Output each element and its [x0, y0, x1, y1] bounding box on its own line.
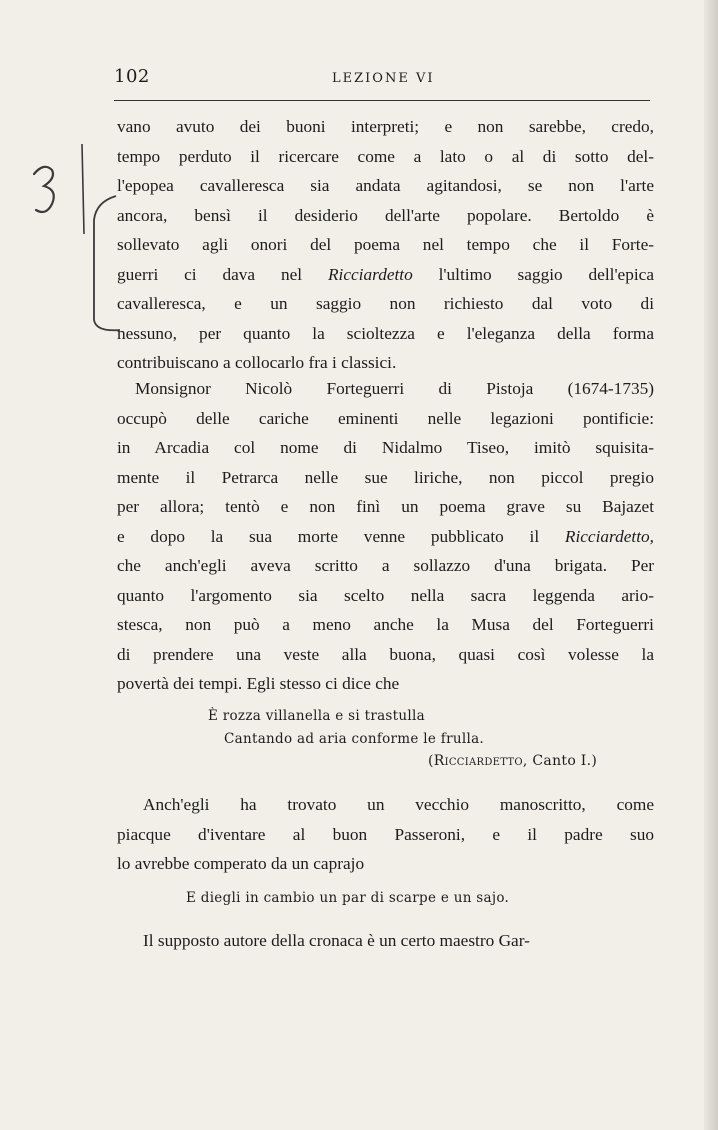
text-line: Monsignor Nicolò Forteguerri di Pistoja (1674-1735) — [135, 379, 654, 398]
text-line: sollevato agli onori del poema nel tempo che il Forte- — [117, 235, 654, 254]
paragraph-1 — [117, 112, 654, 378]
text-line: vano avuto dei buoni interpreti; e non sarebbe, credo, — [117, 117, 654, 136]
text-line: lo avrebbe comperato da un caprajo — [117, 854, 365, 873]
text-line: l'epopea cavalleresca sia andata agitandosi, se non l'arte — [117, 176, 654, 195]
text-line: occupò delle cariche eminenti nelle legazioni pontificie: — [117, 408, 654, 428]
text-line: contribuiscano a collocarlo fra i classici. — [117, 353, 397, 372]
text-line: che anch'egli aveva scritto a sollazzo d'una brigata. Per — [117, 556, 654, 575]
quote-1-citation — [428, 753, 597, 769]
title-italic: Ricciardetto — [327, 264, 413, 284]
text-line: quanto l'argomento sia scelto nella sacra leggenda ario- — [117, 585, 654, 605]
text-line — [117, 260, 654, 290]
text-line: nessuno, per quanto la scioltezza e l'eleganza della forma — [117, 323, 654, 343]
text-line: stesca, non può a meno anche la Musa del Forteguerri — [117, 615, 654, 634]
page-header — [114, 66, 652, 92]
text-line: ancora, bensì il desiderio dell'arte popolare. Bertoldo è — [117, 205, 654, 225]
handwritten-margin-note — [28, 160, 78, 222]
quote-1-line-2: Cantando ad aria conforme le frulla. — [224, 731, 485, 747]
quote-2-line-1: E diegli in cambio un par di scarpe e un sajo. — [186, 890, 510, 906]
text-line: in Arcadia col nome di Nidalmo Tiseo, imitò squisita- — [117, 438, 654, 457]
text-segment: guerri ci dava nel — [117, 264, 328, 284]
page-number: 102 — [114, 66, 150, 87]
paragraph-2 — [117, 374, 654, 699]
header-rule — [114, 100, 650, 101]
text-line: povertà dei tempi. Egli stesso ci dice che — [117, 674, 400, 693]
text-line: Anch'egli ha trovato un vecchio manoscritto, come — [143, 795, 654, 814]
text-line — [117, 522, 654, 552]
text-line: tempo perduto il ricercare come a lato o al di sotto del- — [117, 146, 654, 166]
paragraph-3 — [117, 790, 654, 879]
text-line: cavalleresca, e un saggio non richiesto dal voto di — [117, 294, 654, 313]
text-line: di prendere una veste alla buona, quasi così volesse la — [117, 644, 654, 664]
paragraph-4 — [117, 926, 654, 956]
page-edge — [704, 0, 718, 1130]
text-line: Il supposto autore della cronaca è un certo maestro Gar- — [143, 931, 530, 950]
running-head: LEZIONE VI — [332, 71, 435, 86]
text-line: mente il Petrarca nelle sue liriche, non piccol pregio — [117, 467, 654, 487]
citation-canto: Canto I.) — [532, 753, 598, 769]
text-segment: l'ultimo saggio dell'epica — [412, 264, 655, 284]
text-line: per allora; tentò e non finì un poema grave su Bajazet — [117, 497, 654, 516]
citation-open: ( — [428, 753, 434, 769]
text-line: piacque d'iventare al buon Passeroni, e il padre suo — [117, 824, 654, 844]
quote-1-line-1: È rozza villanella e si trastulla — [208, 708, 425, 724]
text-segment: e dopo la sua morte venne pubblicato il — [117, 526, 565, 546]
citation-source: Ricciardetto, — [433, 753, 528, 769]
title-italic: Ricciardetto, — [564, 526, 654, 546]
